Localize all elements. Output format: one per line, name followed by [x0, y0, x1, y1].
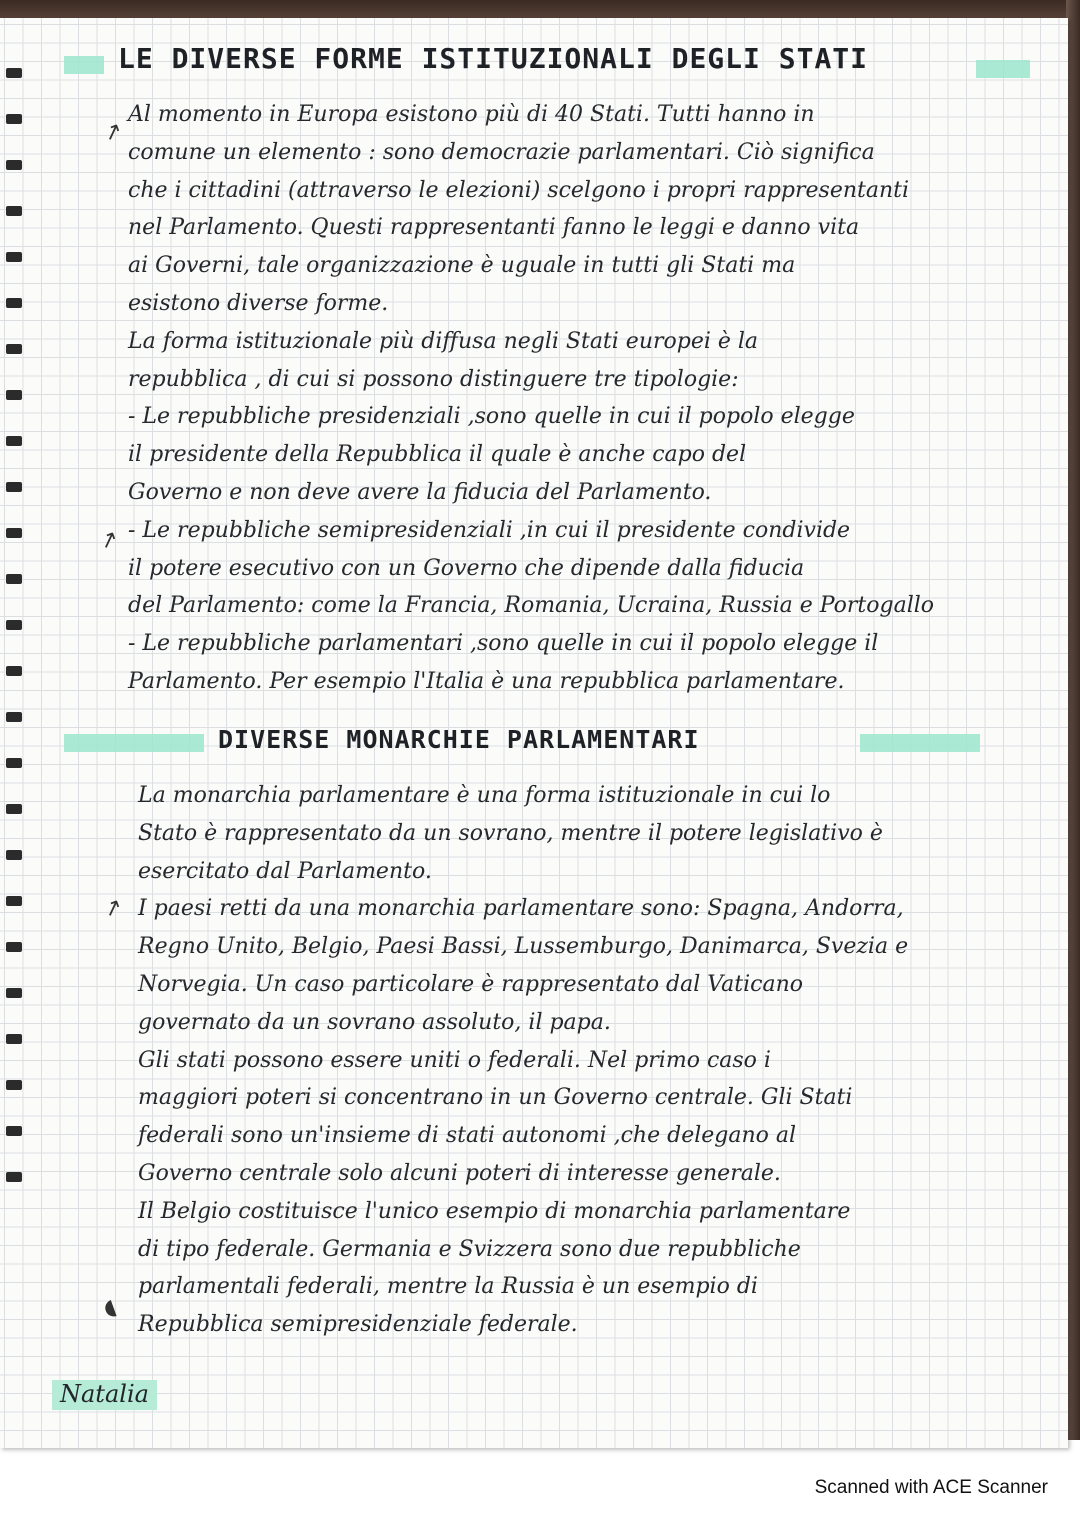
author-signature: Natalia — [52, 1380, 157, 1410]
page-title: LE DIVERSE FORME ISTITUZIONALI DEGLI STATI — [118, 42, 869, 75]
text-line: federali sono un'insieme di stati autonomi ,che delegano al — [138, 1123, 797, 1149]
margin-check-mark: ↗ — [96, 525, 123, 556]
list-item-presidenziali: - Le repubbliche presidenziali ,sono quelle in cui il popolo elegge — [128, 404, 855, 430]
text-line: il potere esecutivo con un Governo che dipende dalla fiducia — [128, 555, 805, 581]
title-highlight-left — [64, 56, 104, 74]
text-line: nel Parlamento. Questi rappresentanti fanno le leggi e danno vita — [128, 215, 860, 241]
text-line: Governo centrale solo alcuni poteri di interesse generale. — [138, 1160, 781, 1186]
text-line: che i cittadini (attraverso le elezioni) scelgono i propri rappresentanti — [128, 177, 910, 203]
list-item-parlamentari: - Le repubbliche parlamentari ,sono quelle in cui il popolo elegge il — [128, 631, 879, 657]
text-line: La monarchia parlamentare è una forma istituzionale in cui lo — [138, 783, 831, 808]
scan-border-right — [1066, 0, 1080, 1440]
text-line: Regno Unito, Belgio, Paesi Bassi, Lussemburgo, Danimarca, Svezia e — [138, 934, 909, 960]
text-line: ai Governi, tale organizzazione è uguale in tutti gli Stati ma — [128, 253, 796, 279]
title-highlight-right — [976, 60, 1030, 78]
notebook-spiral — [6, 68, 24, 1218]
text-line: I paesi retti da una monarchia parlamentare sono: Spagna, Andorra, — [138, 896, 904, 922]
subtitle-highlight-right — [860, 734, 980, 752]
text-line: Al momento in Europa esistono più di 40 Stati. Tutti hanno in — [128, 102, 815, 127]
text-line: il presidente della Repubblica il quale è anche capo del — [128, 442, 747, 468]
text-line: La forma istituzionale più diffusa negli Stati europei è la — [128, 328, 759, 354]
text-line: Governo e non deve avere la fiducia del Parlamento. — [128, 479, 712, 505]
text-line: Repubblica semipresidenziale federale. — [138, 1312, 578, 1338]
section-subtitle: DIVERSE MONARCHIE PARLAMENTARI — [218, 725, 700, 754]
margin-check-mark: ◖ — [100, 1294, 120, 1323]
text-line: esercitato dal Parlamento. — [138, 858, 432, 884]
text-line: maggiori poteri si concentrano in un Governo centrale. Gli Stati — [138, 1085, 853, 1111]
margin-check-mark: ↗ — [100, 117, 127, 148]
text-line: repubblica , di cui si possono distinguere tre tipologie: — [128, 366, 739, 392]
text-line: parlamentali federali, mentre la Russia è un esempio di — [138, 1274, 758, 1300]
margin-check-mark: ↗ — [100, 893, 127, 924]
text-line: Parlamento. Per esempio l'Italia è una repubblica parlamentare. — [128, 668, 845, 694]
text-line: del Parlamento: come la Francia, Romania, Ucraina, Russia e Portogallo — [128, 593, 935, 619]
subtitle-highlight-left — [64, 734, 204, 752]
text-line: comune un elemento : sono democrazie parlamentari. Ciò significa — [128, 139, 875, 165]
list-item-semipresidenziali: - Le repubbliche semipresidenziali ,in cui il presidente condivide — [128, 517, 851, 543]
text-line: governato da un sovrano assoluto, il papa. — [138, 1009, 611, 1035]
text-line: Il Belgio costituisce l'unico esempio di monarchia parlamentare — [138, 1198, 851, 1224]
text-line: Norvegia. Un caso particolare è rappresentato dal Vaticano — [138, 971, 803, 997]
text-line: Gli stati possono essere uniti o federali. Nel primo caso i — [138, 1047, 771, 1073]
scanner-watermark: Scanned with ACE Scanner — [814, 1477, 1048, 1498]
text-line: di tipo federale. Germania e Svizzera sono due repubbliche — [138, 1236, 801, 1262]
paragraph-monarchie — [138, 777, 1058, 1344]
text-line: esistono diverse forme. — [128, 290, 389, 316]
paragraph-forme-istituzionali — [128, 96, 1058, 701]
text-line: Stato è rappresentato da un sovrano, mentre il potere legislativo è — [138, 820, 883, 846]
